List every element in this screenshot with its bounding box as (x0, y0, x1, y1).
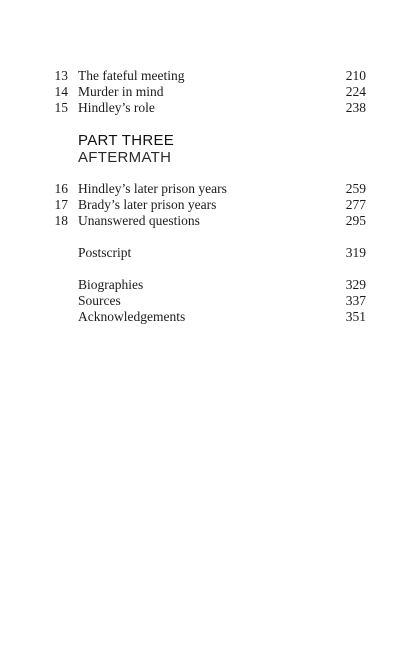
chapter-number: 14 (54, 84, 68, 99)
chapter-title: Unanswered questions (78, 213, 200, 228)
toc-entry-15 (0, 100, 416, 116)
page-number: 329 (345, 277, 366, 292)
chapter-title: Murder in mind (78, 84, 164, 99)
page-number: 351 (345, 309, 366, 324)
chapter-number: 15 (54, 100, 68, 115)
chapter-title: Brady’s later prison years (78, 197, 217, 212)
page-number: 337 (345, 293, 366, 308)
chapter-number: 13 (54, 68, 68, 83)
chapter-number: 18 (54, 213, 68, 228)
entry-title: Postscript (78, 245, 132, 260)
chapter-number: 17 (54, 197, 68, 212)
entry-title: Biographies (78, 277, 144, 292)
page-number: 319 (345, 245, 366, 260)
toc-entry-13 (0, 68, 416, 84)
part-title: AFTERMATH (78, 149, 172, 166)
toc-entry-acknowledgements (0, 309, 416, 325)
chapter-title: The fateful meeting (78, 68, 185, 83)
entry-title: Sources (78, 293, 121, 308)
toc-entry-18 (0, 213, 416, 229)
toc-entry-biographies (0, 277, 416, 293)
chapter-title: Hindley’s role (78, 100, 155, 115)
part-label: PART THREE (78, 132, 175, 149)
page-number: 238 (345, 100, 366, 115)
toc-entry-14 (0, 84, 416, 100)
page-number: 295 (345, 213, 366, 228)
page-number: 259 (345, 181, 366, 196)
page-number: 277 (345, 197, 366, 212)
chapter-title: Hindley’s later prison years (78, 181, 227, 196)
toc-entry-postscript (0, 245, 416, 261)
chapter-number: 16 (54, 181, 68, 196)
toc-entry-16 (0, 181, 416, 197)
page-number: 210 (345, 68, 366, 83)
toc-entry-sources (0, 293, 416, 309)
page-number: 224 (345, 84, 366, 99)
toc-entry-17 (0, 197, 416, 213)
entry-title: Acknowledgements (78, 309, 186, 324)
